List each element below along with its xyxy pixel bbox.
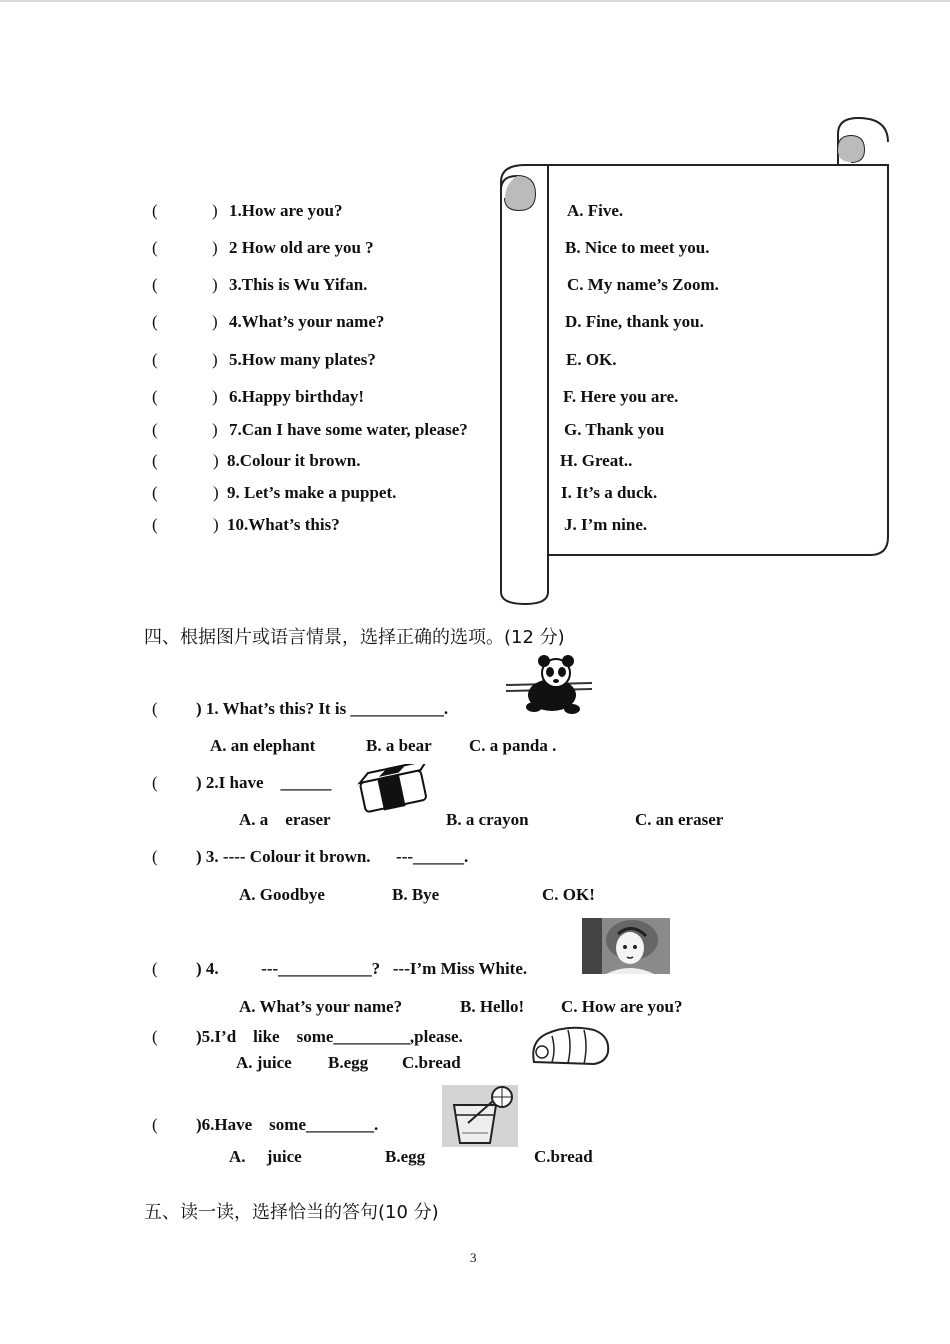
question-text: ) 3. ---- Colour it brown. ---______. — [196, 847, 469, 866]
answer-paren-close: ) — [213, 451, 219, 470]
option-c: C.bread — [402, 1053, 461, 1072]
option-a: A. Goodbye — [239, 885, 325, 904]
answer-option: B. Nice to meet you. — [565, 238, 710, 257]
answer-paren-open[interactable]: ( — [152, 201, 158, 220]
answer-option: G. Thank you — [564, 420, 665, 439]
answer-paren-open[interactable]: ( — [152, 387, 158, 406]
question-text: 9. Let’s make a puppet. — [227, 483, 397, 502]
question-text: 10.What’s this? — [227, 515, 340, 534]
question-text: 5.How many plates? — [229, 350, 376, 369]
option-a: A. juice — [236, 1053, 292, 1072]
answer-option: I. It’s a duck. — [561, 483, 658, 502]
answer-paren[interactable]: ( — [152, 959, 158, 978]
top-border — [0, 0, 950, 2]
woman-portrait-image — [582, 918, 670, 974]
answer-paren-close: ) — [213, 515, 219, 534]
option-c: C.bread — [534, 1147, 593, 1166]
option-b: B. Hello! — [460, 997, 525, 1016]
question-text: 4.What’s your name? — [229, 312, 385, 331]
question-text: 1.How are you? — [229, 201, 343, 220]
answer-paren-close: ) — [212, 387, 218, 406]
option-b: B. Bye — [392, 885, 440, 904]
question-text: 6.Happy birthday! — [229, 387, 365, 406]
question-text: 2 How old are you ? — [229, 238, 374, 257]
answer-option: E. OK. — [566, 350, 617, 369]
page-number: 3 — [470, 1250, 477, 1265]
section-4-title: 四、根据图片或语言情景，选择正确的选项。(12 分) — [144, 627, 565, 648]
option-b: B. a crayon — [446, 810, 529, 829]
answer-paren-open[interactable]: ( — [152, 483, 158, 502]
question-text: ) 2.I have ______ — [196, 773, 332, 792]
answer-paren-close: ) — [212, 420, 218, 439]
option-c: C. OK! — [542, 885, 595, 904]
answer-paren-open[interactable]: ( — [152, 420, 158, 439]
question-text: )6.Have some________. — [196, 1115, 379, 1134]
question-text: 3.This is Wu Yifan. — [229, 275, 368, 294]
option-a: A. juice — [229, 1147, 302, 1166]
option-b: B. a bear — [366, 736, 432, 755]
answer-option: A. Five. — [567, 201, 624, 220]
answer-paren-open[interactable]: ( — [152, 312, 158, 331]
question-text: 7.Can I have some water, please? — [229, 420, 468, 439]
answer-paren-close: ) — [212, 350, 218, 369]
answer-paren-close: ) — [213, 483, 219, 502]
juice-glass-image — [442, 1085, 518, 1147]
answer-paren[interactable]: ( — [152, 699, 158, 718]
answer-paren[interactable]: ( — [152, 847, 158, 866]
option-c: C. a panda . — [469, 736, 557, 755]
answer-paren[interactable]: ( — [152, 1115, 158, 1134]
scroll-frame — [495, 112, 915, 612]
answer-option: J. I’m nine. — [564, 515, 648, 534]
answer-paren-open[interactable]: ( — [152, 451, 158, 470]
answer-option: F. Here you are. — [563, 387, 679, 406]
bread-image — [528, 1022, 612, 1068]
eraser-image — [356, 764, 432, 816]
option-a: A. What’s your name? — [239, 997, 403, 1016]
option-b: B.egg — [328, 1053, 369, 1072]
question-text: ) 4. ---___________? ---I’m Miss White. — [196, 959, 528, 978]
answer-option: C. My name’s Zoom. — [567, 275, 719, 294]
answer-paren-open[interactable]: ( — [152, 350, 158, 369]
answer-paren-close: ) — [212, 201, 218, 220]
option-c: C. an eraser — [635, 810, 724, 829]
answer-paren-close: ) — [212, 312, 218, 331]
answer-paren-open[interactable]: ( — [152, 238, 158, 257]
option-a: A. an elephant — [210, 736, 316, 755]
answer-paren-close: ) — [212, 238, 218, 257]
answer-paren-open[interactable]: ( — [152, 275, 158, 294]
answer-paren[interactable]: ( — [152, 1027, 158, 1046]
panda-image — [506, 655, 592, 715]
answer-option: H. Great.. — [560, 451, 633, 470]
option-c: C. How are you? — [561, 997, 683, 1016]
option-a: A. a eraser — [239, 810, 331, 829]
answer-paren[interactable]: ( — [152, 773, 158, 792]
answer-option: D. Fine, thank you. — [565, 312, 704, 331]
answer-paren-close: ) — [212, 275, 218, 294]
question-text: 8.Colour it brown. — [227, 451, 361, 470]
option-b: B.egg — [385, 1147, 426, 1166]
question-text: )5.I’d like some_________,please. — [196, 1027, 463, 1046]
answer-paren-open[interactable]: ( — [152, 515, 158, 534]
section-5-title: 五、读一读，选择恰当的答句(10 分) — [144, 1202, 439, 1223]
question-text: ) 1. What’s this? It is ___________. — [196, 699, 449, 718]
